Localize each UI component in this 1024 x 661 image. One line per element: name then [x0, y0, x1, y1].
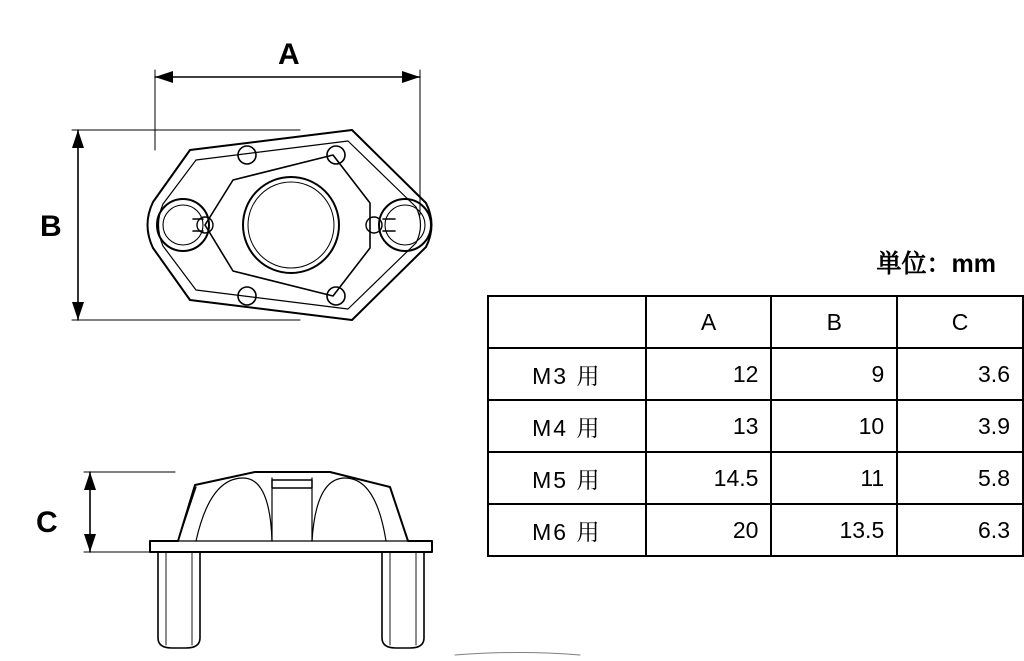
unit-note: 単位：mm	[876, 250, 996, 278]
cell-b: 13.5	[771, 504, 897, 556]
cell-c: 3.9	[897, 400, 1023, 452]
cell-b: 10	[771, 400, 897, 452]
row-label: M4 用	[532, 414, 602, 441]
table-corner-cell	[488, 296, 646, 348]
cell-b: 9	[771, 348, 897, 400]
dimension-table	[487, 295, 1024, 557]
cell-c: 3.6	[897, 348, 1023, 400]
table-row	[488, 504, 1023, 556]
dimension-c-line	[84, 472, 420, 552]
cell-a: 14.5	[646, 452, 772, 504]
dimension-b-line	[72, 130, 300, 320]
table-header-c: C	[897, 296, 1023, 348]
table-row	[488, 400, 1023, 452]
cell-c: 5.8	[897, 452, 1023, 504]
dimension-label-a: A	[278, 38, 300, 71]
dimension-label-b: B	[40, 210, 62, 243]
cell-a: 12	[646, 348, 772, 400]
table-header-a: A	[646, 296, 772, 348]
cell-a: 20	[646, 504, 772, 556]
table-header-row	[488, 296, 1023, 348]
dimension-a-line	[155, 70, 420, 215]
cell-b: 11	[771, 452, 897, 504]
cell-a: 13	[646, 400, 772, 452]
dimension-label-c: C	[36, 506, 58, 539]
row-label: M3 用	[532, 362, 602, 389]
row-label: M6 用	[532, 518, 602, 545]
row-label: M5 用	[532, 466, 602, 493]
cell-c: 6.3	[897, 504, 1023, 556]
table-row	[488, 452, 1023, 504]
table-header-b: B	[771, 296, 897, 348]
table-row	[488, 348, 1023, 400]
